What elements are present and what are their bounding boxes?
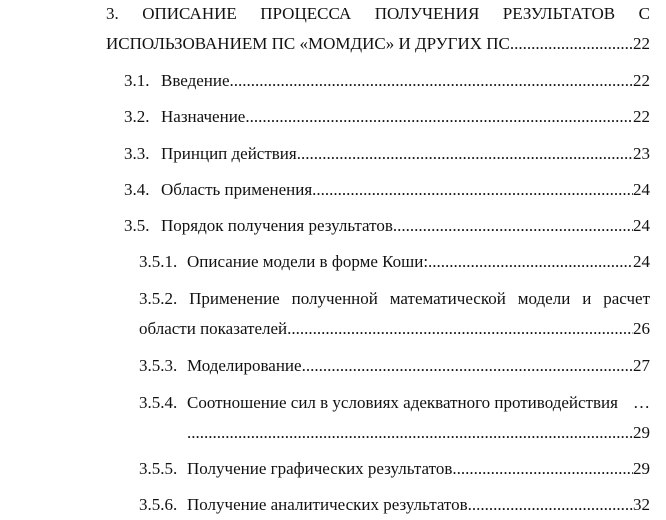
toc-leader-dots bbox=[312, 179, 633, 201]
toc-page-number: 27 bbox=[633, 356, 650, 375]
toc-entry-3-5-6[interactable] bbox=[139, 494, 650, 516]
toc-entry-number: 3.5.2. bbox=[139, 289, 178, 308]
toc-entry-title: Получение аналитических результатов bbox=[187, 495, 468, 514]
toc-entry-word: модели bbox=[517, 289, 571, 308]
toc-entry-number: 3.4. bbox=[124, 180, 150, 199]
toc-entry-number: 3.1. bbox=[124, 71, 150, 90]
toc-entry-3-1[interactable] bbox=[124, 70, 650, 92]
toc-leader-dots bbox=[428, 251, 633, 273]
toc-entry-3-5-1[interactable] bbox=[139, 251, 650, 273]
toc-leader-dots bbox=[297, 143, 633, 165]
toc-page-number: 24 bbox=[633, 252, 650, 271]
toc-entry-number: 3.5.4. bbox=[139, 393, 178, 412]
toc-entry-number: 3.2. bbox=[124, 107, 150, 126]
toc-entry-title: Соотношение сил в условиях адекватного противодействия bbox=[187, 393, 618, 412]
toc-page-number: 32 bbox=[633, 495, 650, 514]
toc-entry-number: 3.5.1. bbox=[139, 252, 178, 271]
toc-entry-title: Моделирование bbox=[187, 356, 302, 375]
toc-entry-3-5-5[interactable] bbox=[139, 458, 650, 480]
toc-entry-3-word: ОПИСАНИЕ bbox=[142, 4, 237, 23]
toc-entry-3-5[interactable] bbox=[124, 215, 650, 237]
toc-page-number: 22 bbox=[633, 71, 650, 90]
toc-entry-3-word: С bbox=[638, 4, 650, 23]
toc-entry-title: Назначение bbox=[161, 107, 246, 126]
toc-entry-3-2[interactable] bbox=[124, 106, 650, 128]
toc-entry-title: Порядок получения результатов bbox=[161, 216, 393, 235]
toc-entry-word: математической bbox=[389, 289, 506, 308]
toc-entry-3-title: ИСПОЛЬЗОВАНИЕМ ПС «МОМДИС» И ДРУГИХ ПС bbox=[106, 34, 510, 53]
toc-page-number: 24 bbox=[633, 216, 650, 235]
toc-entry-3-line2[interactable] bbox=[106, 33, 650, 55]
toc-entry-title: Получение графических результатов bbox=[187, 459, 453, 478]
toc-leader-dots bbox=[510, 33, 633, 55]
toc-entry-3-line1[interactable] bbox=[106, 3, 650, 25]
toc-entry-word: расчет bbox=[603, 289, 650, 308]
toc-leader-dots bbox=[393, 215, 633, 237]
toc-entry-word: и bbox=[582, 289, 592, 308]
toc-leader-dots bbox=[187, 422, 633, 444]
toc-entry-3-word: ПРОЦЕССА bbox=[260, 4, 352, 23]
toc-leader-dots bbox=[468, 494, 633, 516]
toc-page-number: 22 bbox=[633, 34, 650, 53]
toc-entry-title: Введение bbox=[161, 71, 230, 90]
toc-entry-title: области показателей bbox=[139, 319, 288, 338]
toc-entry-3-5-2-line1[interactable] bbox=[139, 288, 650, 310]
toc-page-number: 26 bbox=[633, 319, 650, 338]
toc-entry-title: Описание модели в форме Коши: bbox=[187, 252, 429, 271]
toc-entry-number: 3.5. bbox=[124, 216, 150, 235]
toc-entry-3-5-3[interactable] bbox=[139, 355, 650, 377]
toc-page-number: 24 bbox=[633, 180, 650, 199]
toc-page-number: 29 bbox=[633, 459, 650, 478]
toc-entry-3-word: ПОЛУЧЕНИЯ bbox=[374, 4, 480, 23]
toc-entry-3-4[interactable] bbox=[124, 179, 650, 201]
toc-entry-3-3[interactable] bbox=[124, 143, 650, 165]
toc-entry-number: 3.3. bbox=[124, 144, 150, 163]
toc-leader-dots bbox=[230, 70, 633, 92]
toc-leader-dots bbox=[245, 106, 633, 128]
toc-page-number: 29 bbox=[633, 423, 650, 442]
toc-leader-dots bbox=[302, 355, 633, 377]
toc-page-number: 22 bbox=[633, 107, 650, 126]
toc-entry-3-5-4-line2[interactable] bbox=[187, 422, 650, 444]
toc-entry-3-number: 3. bbox=[106, 4, 119, 23]
toc-ellipsis: … bbox=[633, 393, 650, 412]
toc-entry-number: 3.5.5. bbox=[139, 459, 178, 478]
toc-entry-3-word: РЕЗУЛЬТАТОВ bbox=[502, 4, 616, 23]
toc-entry-title: Принцип действия bbox=[161, 144, 297, 163]
toc-entry-title: Область применения bbox=[161, 180, 313, 199]
toc-entry-number: 3.5.3. bbox=[139, 356, 178, 375]
toc-entry-3-5-2-line2[interactable] bbox=[139, 318, 650, 340]
toc-entry-number: 3.5.6. bbox=[139, 495, 178, 514]
toc-leader-dots bbox=[452, 458, 633, 480]
toc-entry-3-5-4-line1[interactable] bbox=[139, 392, 650, 414]
toc-entry-word: полученной bbox=[291, 289, 378, 308]
toc-leader-dots bbox=[287, 318, 633, 340]
toc-entry-word: Применение bbox=[189, 289, 280, 308]
toc-page-number: 23 bbox=[633, 144, 650, 163]
